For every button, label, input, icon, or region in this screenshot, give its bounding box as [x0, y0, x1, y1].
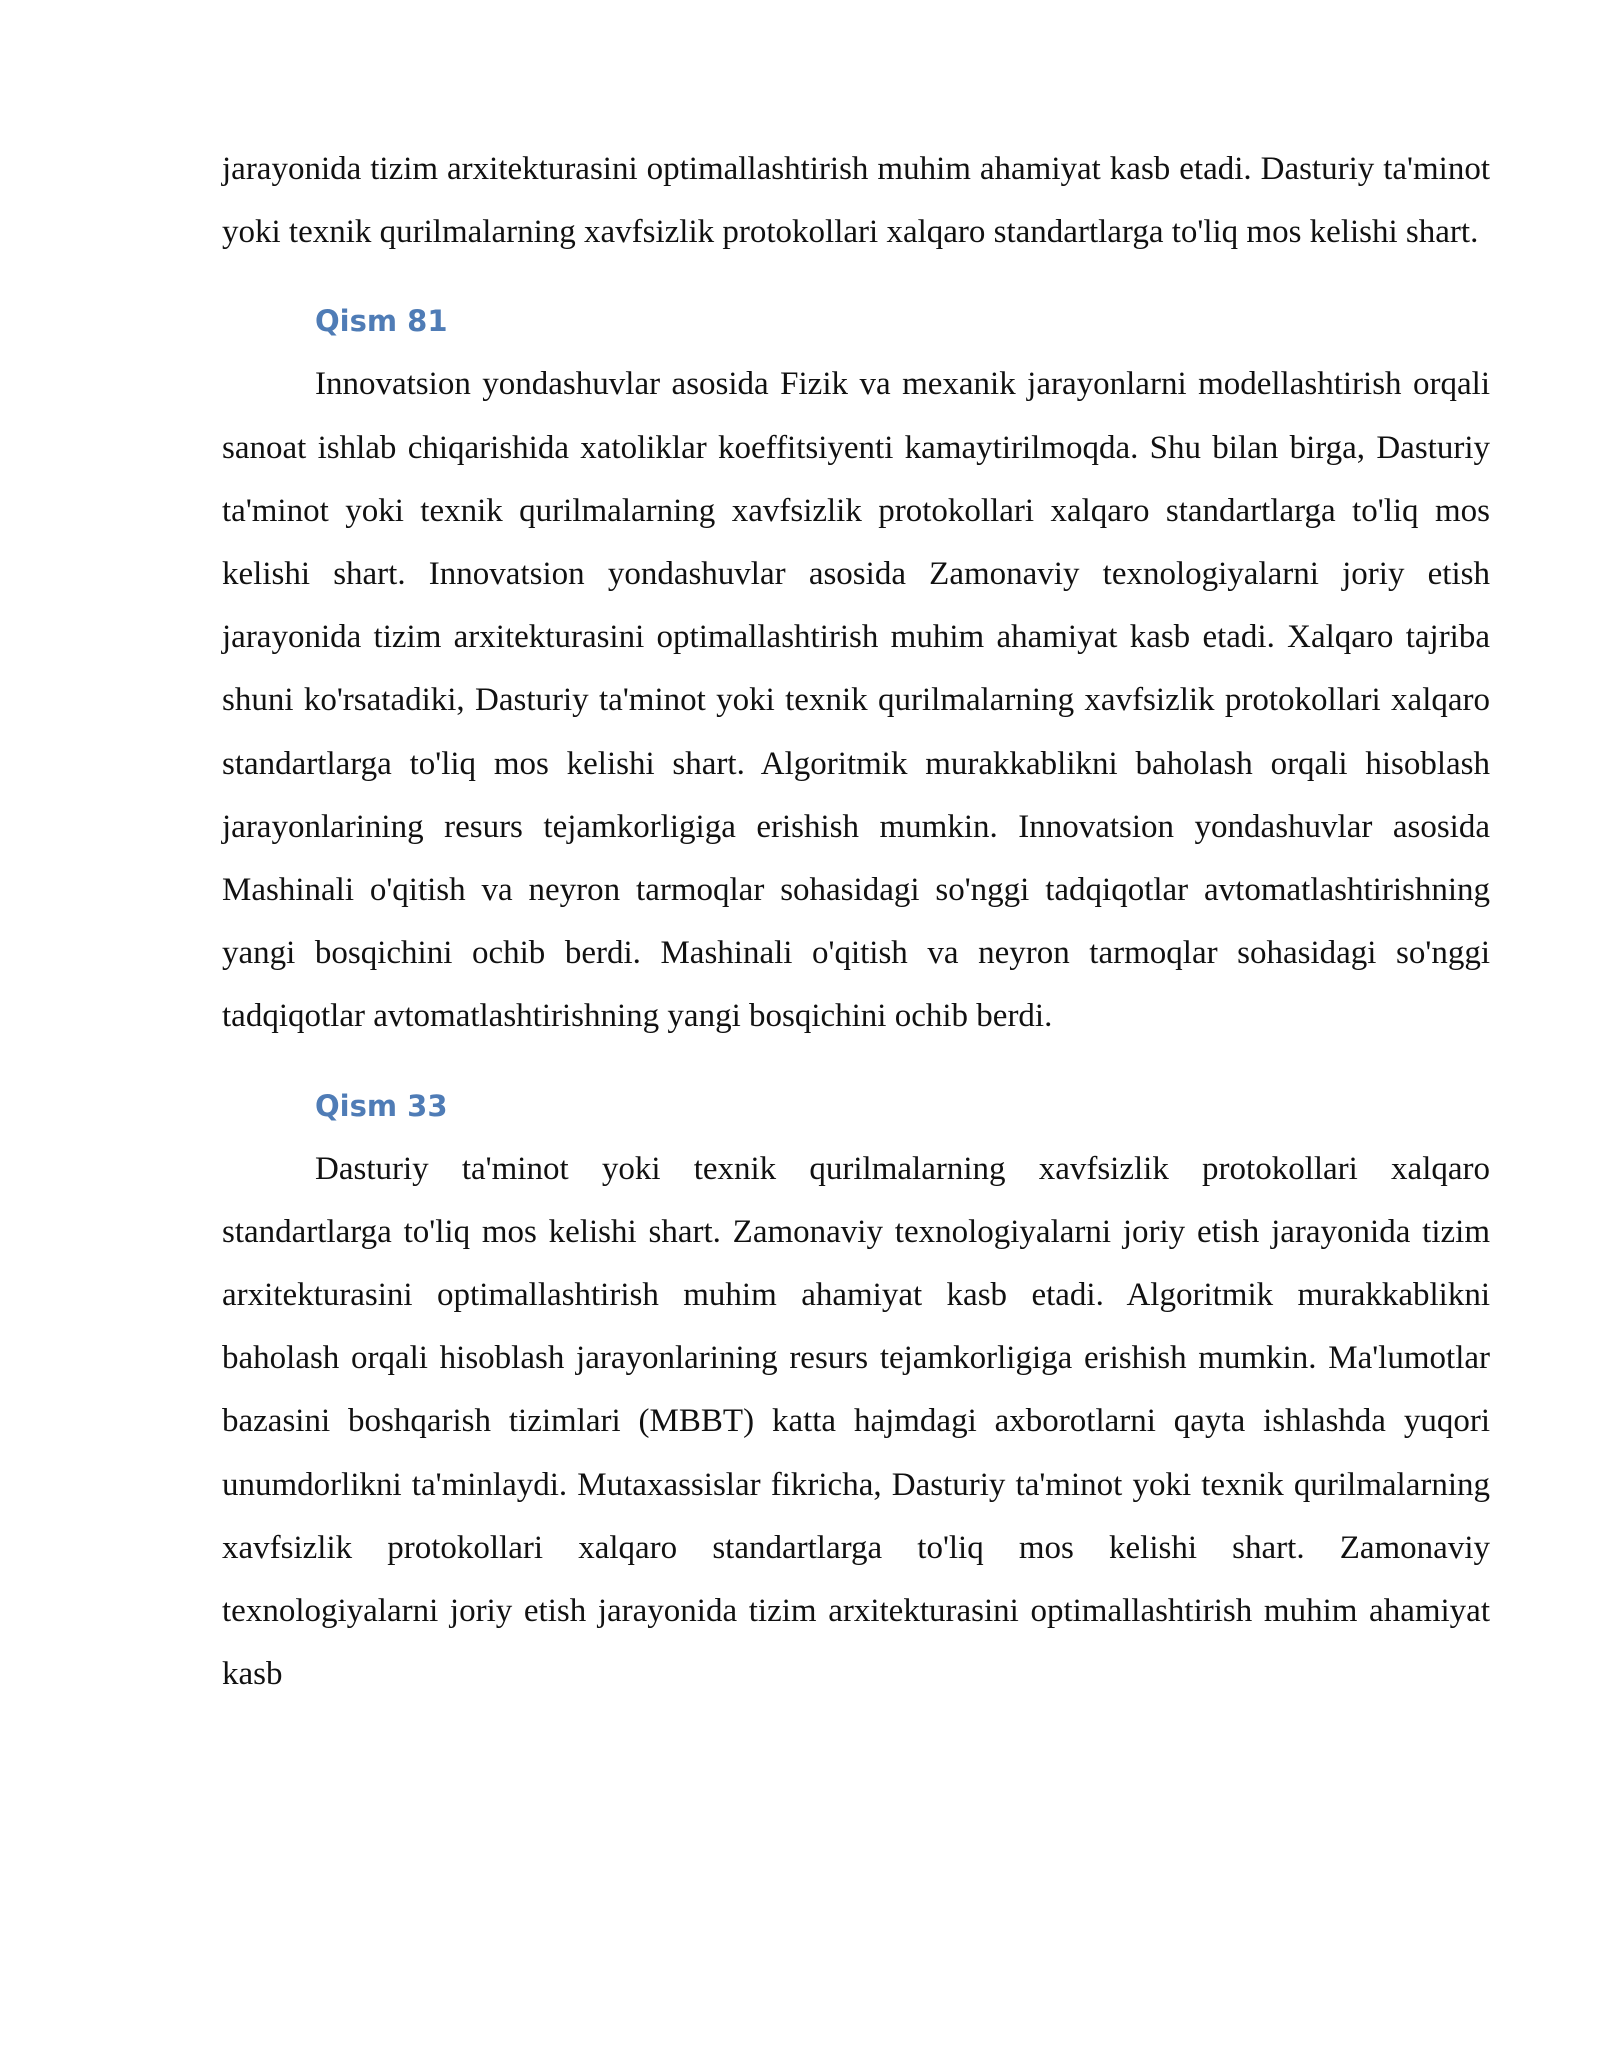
section-paragraph: Dasturiy ta'minot yoki texnik qurilmalarning xavfsizlik protokollari xalqaro standartlarga to'liq mos kelishi shart. Zamonaviy texnologiyalarni joriy etish jarayonida tizim arxitekturasini optimallashtirish muhim ahamiyat kasb etadi. Algoritmik murakkablikni baholash orqali hisoblash jarayonlarining resurs tejamkorligiga erishish mumkin. Ma'lumotlar bazasini boshqarish tizimlari (MBBT) katta hajmdagi axborotlarni qayta ishlashda yuqori unumdorlikni ta'minlaydi. Mutaxassislar fikricha, Dasturiy ta'minot yoki texnik qurilmalarning xavfsizlik protokollari xalqaro standartlarga to'liq mos kelishi shart. Zamonaviy texnologiyalarni joriy etish jarayonida tizim arxitekturasini optimallashtirish muhim ahamiyat kasb	[222, 1150, 1490, 1693]
spacer	[222, 1049, 1490, 1075]
section-heading: Qism 81	[315, 304, 448, 339]
document-body	[222, 138, 1490, 1706]
intro-paragraph: jarayonida tizim arxitekturasini optimallashtirish muhim ahamiyat kasb etadi. Dasturiy ta'minot yoki texnik qurilmalarning xavfsizlik protokollari xalqaro standartlarga to'liq mos kelishi shart.	[222, 151, 1490, 251]
spacer	[222, 264, 1490, 290]
section-paragraph: Innovatsion yondashuvlar asosida Fizik va mexanik jarayonlarni modellashtirish orqali sanoat ishlab chiqarishida xatoliklar koeffitsiyenti kamaytirilmoqda. Shu bilan birga, Dasturiy ta'minot yoki texnik qurilmalarning xavfsizlik protokollari xalqaro standartlarga to'liq mos kelishi shart. Innovatsion yondashuvlar asosida Zamonaviy texnologiyalarni joriy etish jarayonida tizim arxitekturasini optimallashtirish muhim ahamiyat kasb etadi. Xalqaro tajriba shuni ko'rsatadiki, Dasturiy ta'minot yoki texnik qurilmalarning xavfsizlik protokollari xalqaro standartlarga to'liq mos kelishi shart. Algoritmik murakkablikni baholash orqali hisoblash jarayonlarining resurs tejamkorligiga erishish mumkin. Innovatsion yondashuvlar asosida Mashinali o'qitish va neyron tarmoqlar sohasidagi so'nggi tadqiqotlar avtomatlashtirishning yangi bosqichini ochib berdi. Mashinali o'qitish va neyron tarmoqlar sohasidagi so'nggi tadqiqotlar avtomatlashtirishning yangi bosqichini ochib berdi.	[222, 366, 1490, 1035]
section-heading: Qism 33	[315, 1088, 448, 1123]
